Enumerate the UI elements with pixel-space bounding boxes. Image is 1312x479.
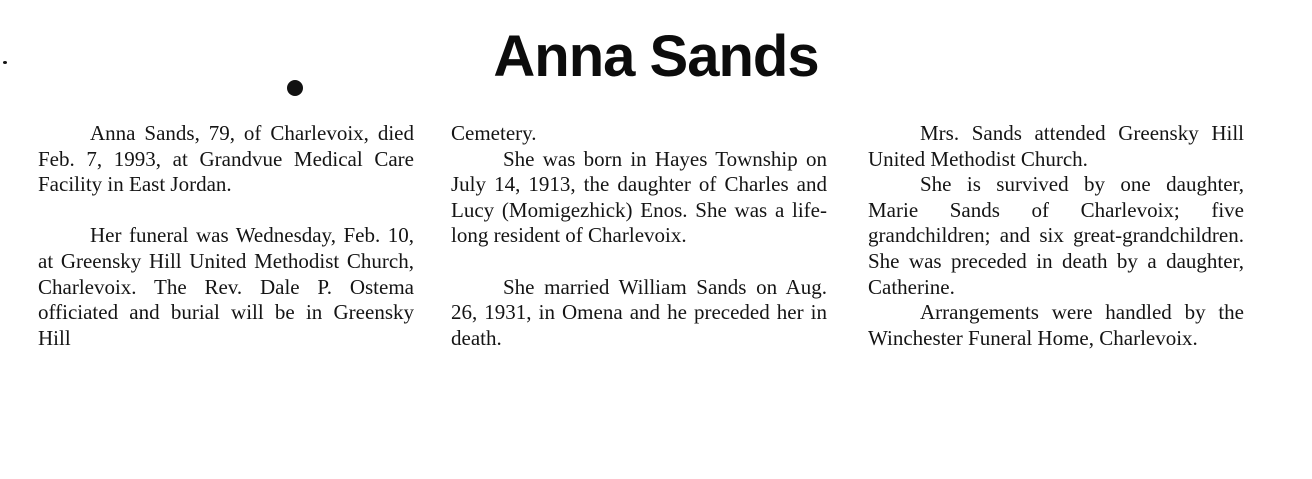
paragraph: She is survived by one daughter, Marie Sands of Charlevoix; five grandchildren; and six great-grandchildren. She was preceded in death by a daughter, Catherine. xyxy=(868,172,1244,299)
column-2 xyxy=(451,121,827,351)
ink-speck xyxy=(3,61,7,64)
paragraph: Anna Sands, 79, of Charlevoix, died Feb. 7, 1993, at Grandvue Medical Care Facility in East Jordan. xyxy=(38,121,414,197)
ink-dot xyxy=(287,80,303,96)
paragraph: She was born in Hayes Township on July 14, 1913, the daughter of Charles and Lucy (Momigezhick) Enos. She was a life-long resident of Charlevoix. xyxy=(451,146,827,248)
obituary-headline: Anna Sands xyxy=(493,24,819,89)
paragraph: Cemetery. xyxy=(451,121,537,145)
column-1 xyxy=(38,121,414,351)
paragraph: Mrs. Sands attended Greensky Hill United Methodist Church. xyxy=(868,121,1244,171)
paragraph: She married William Sands on Aug. 26, 1931, in Omena and he preceded her in death. xyxy=(451,274,827,350)
paragraph: Her funeral was Wednesday, Feb. 10, at Greensky Hill United Methodist Church, Charlevoix. The Rev. Dale P. Ostema officiated and burial will be in Greensky Hill xyxy=(38,223,414,350)
column-3 xyxy=(868,121,1244,351)
paragraph: Arrangements were handled by the Winchester Funeral Home, Charlevoix. xyxy=(868,300,1244,350)
